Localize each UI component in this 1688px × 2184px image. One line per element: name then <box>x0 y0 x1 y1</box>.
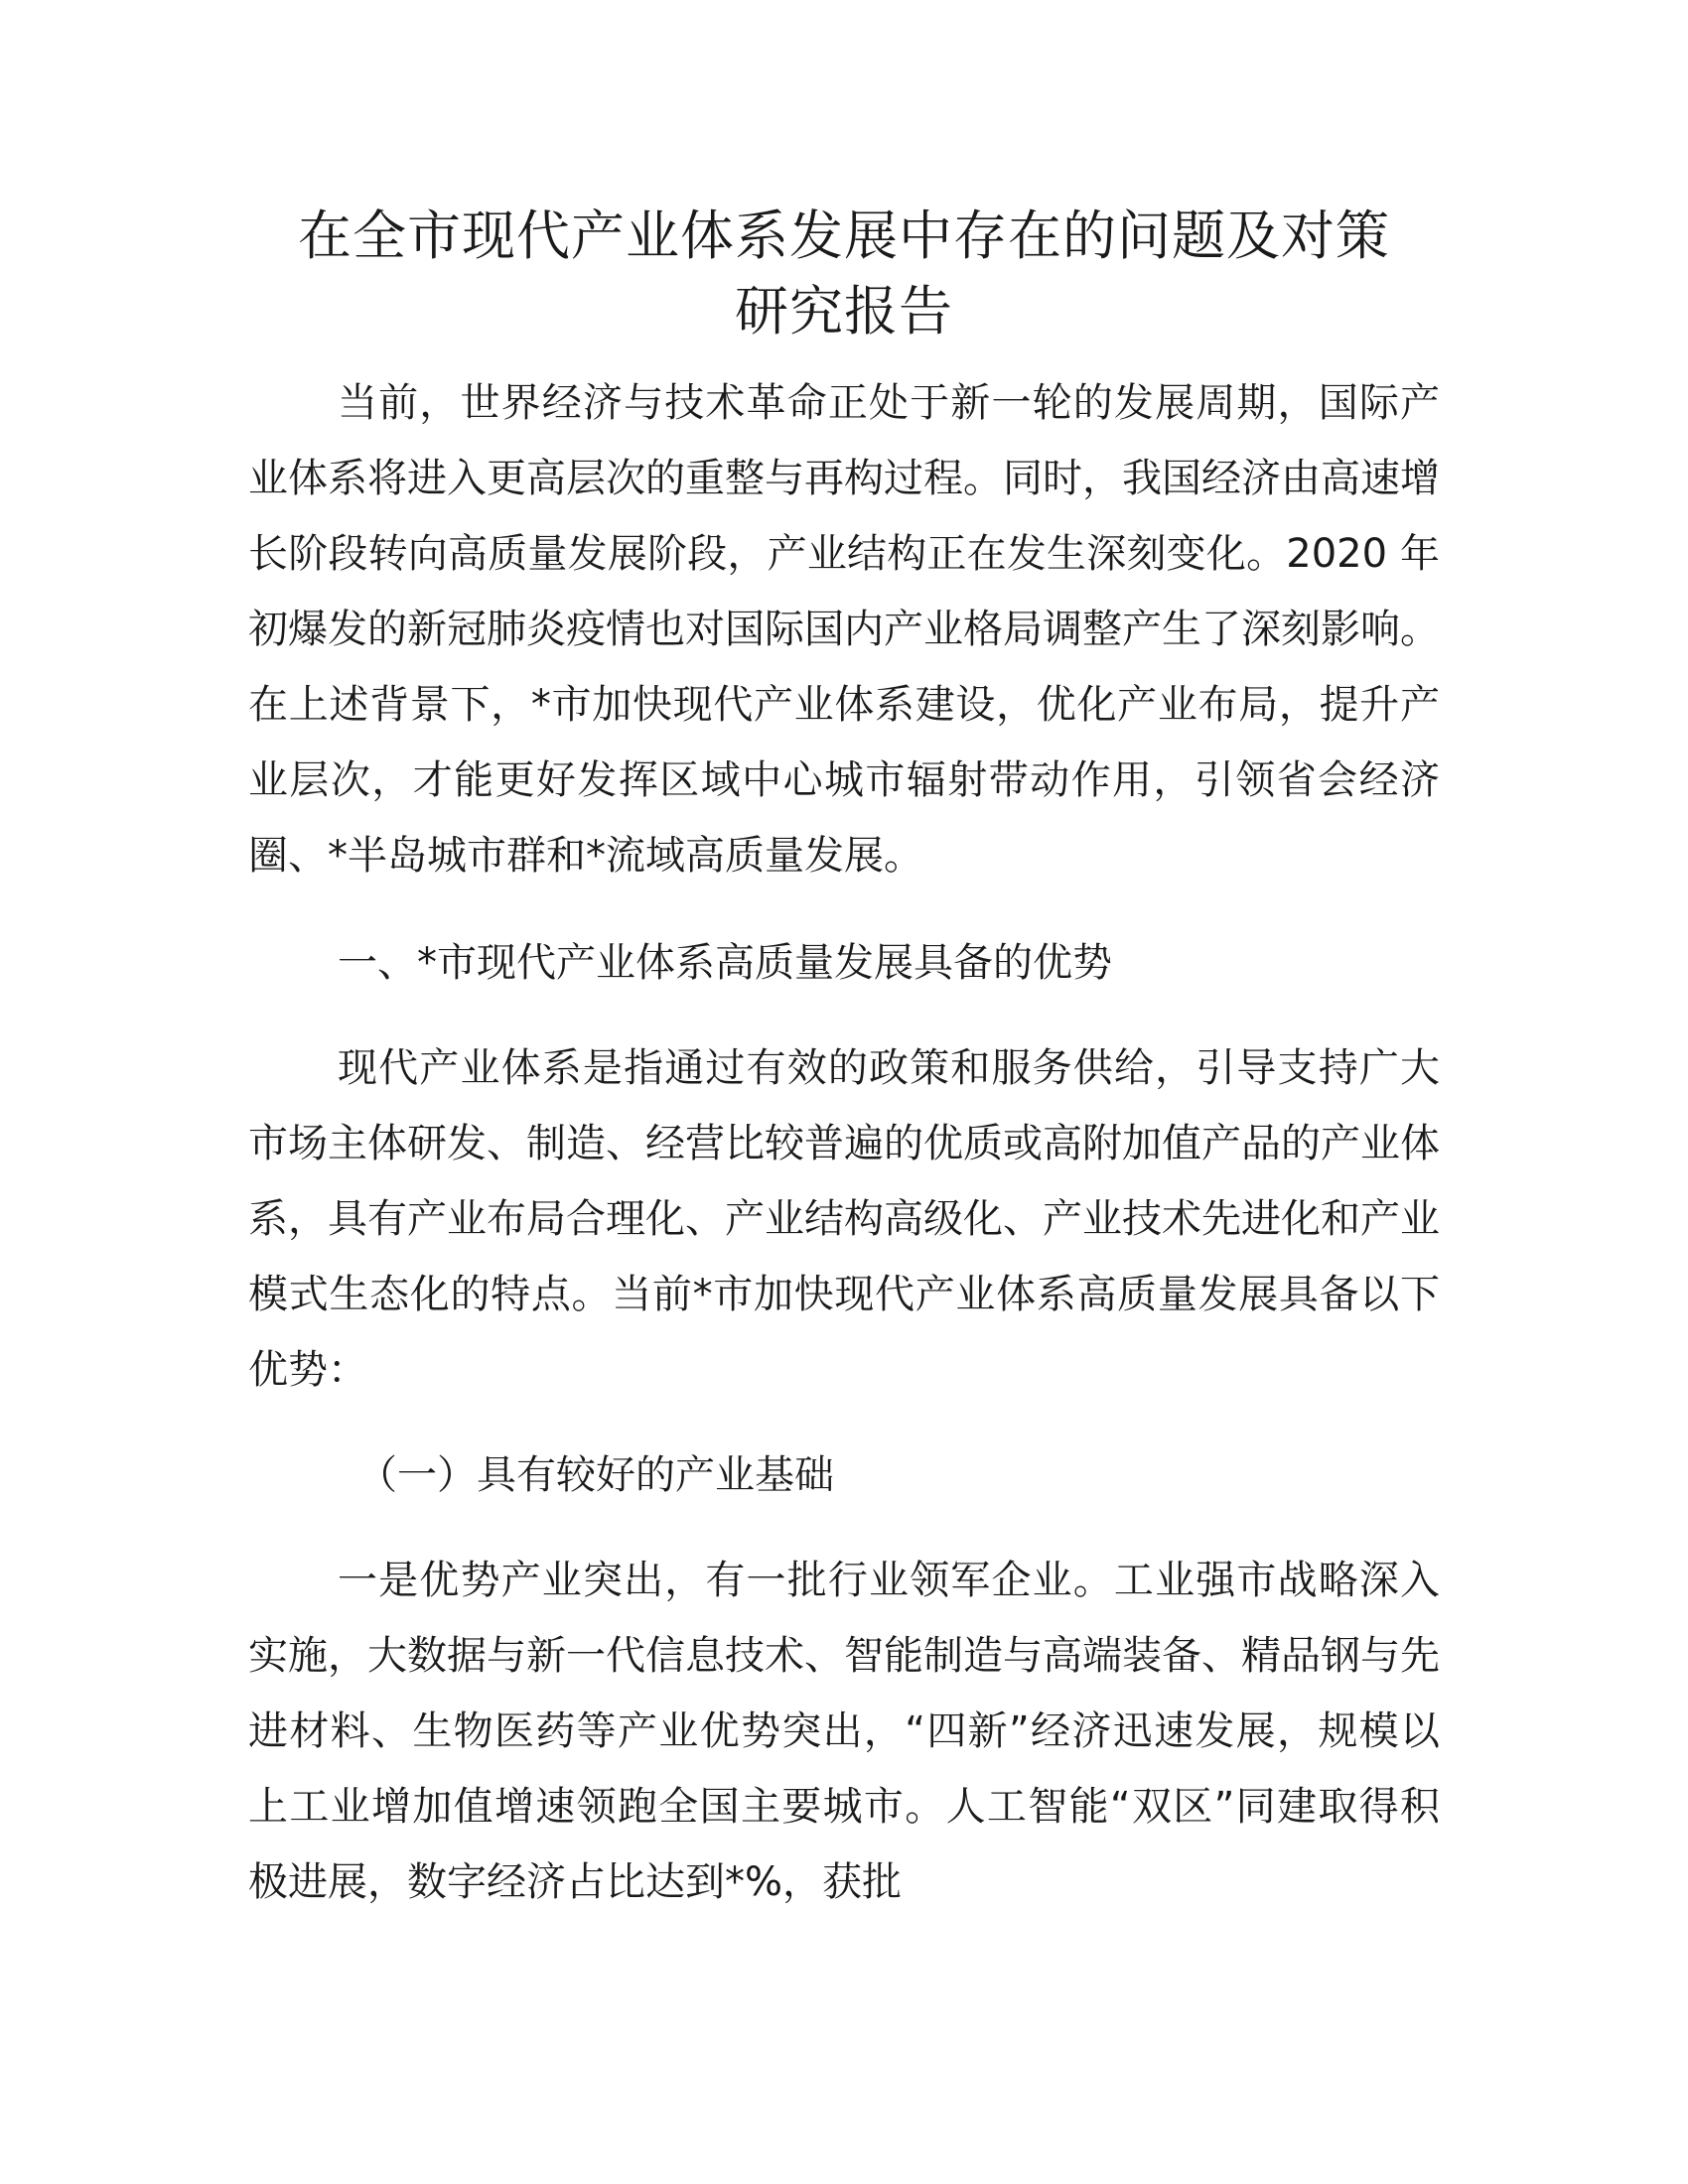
intro-paragraph: 当前，世界经济与技术革命正处于新一轮的发展周期，国际产业体系将进入更高层次的重整与再构过程。同时，我国经济由高速增长阶段转向高质量发展阶段，产业结构正在发生深刻变化。2020 年初爆发的新冠肺炎疫情也对国际国内产业格局调整产生了深刻影响。在上述背景下，*市加快现代产业体系建设，优化产业布局，提升产业层次，才能更好发挥区域中心城市辐射带动作用，引领省会经济圈、*半岛城市群和*流域高质量发展。 <box>248 380 1440 879</box>
subsection-1-heading: （一）具有较好的产业基础 <box>357 1452 834 1498</box>
title-line-1: 在全市现代产业体系发展中存在的问题及对策 <box>298 205 1390 267</box>
section-1-paragraph: 现代产业体系是指通过有效的政策和服务供给，引导支持广大市场主体研发、制造、经营比较普遍的优质或高附加值产品的产业体系，具有产业布局合理化、产业结构高级化、产业技术先进化和产业模式生态化的特点。当前*市加快现代产业体系高质量发展具备以下优势： <box>248 1045 1440 1393</box>
document-title <box>248 199 1440 349</box>
subsection-1-paragraph: 一是优势产业突出，有一批行业领军企业。工业强市战略深入实施，大数据与新一代信息技术、智能制造与高端装备、精品钢与先进材料、生物医药等产业优势突出，“四新”经济迅速发展，规模以上工业增加值增速领跑全国主要城市。人工智能“双区”同建取得积极进展，数字经济占比达到*%，获批 <box>248 1558 1440 1905</box>
title-line-2: 研究报告 <box>735 280 953 342</box>
section-1-heading: 一、*市现代产业体系高质量发展具备的优势 <box>338 940 1112 986</box>
document-body <box>248 199 1440 1920</box>
